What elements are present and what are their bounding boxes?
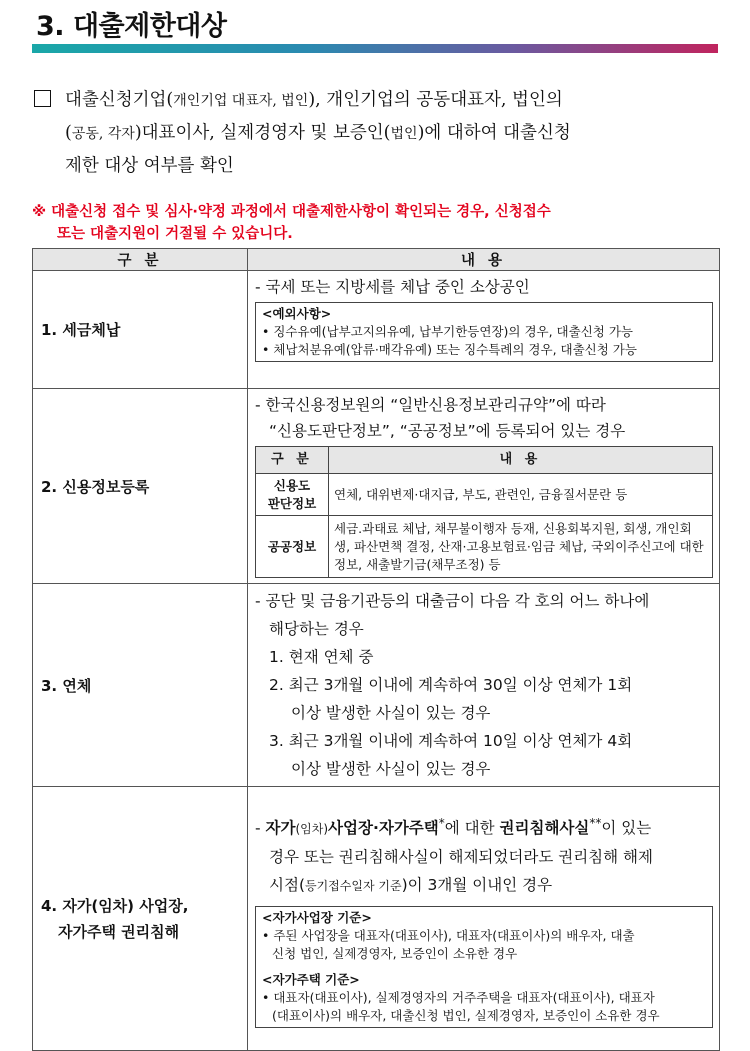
- sub-key-public-info: 공공정보: [256, 516, 329, 578]
- intro-line-3: 제한 대상 여부를 확인: [65, 156, 234, 176]
- table-header-row: [33, 249, 720, 271]
- sub-value-public-info: 세금.과태료 체납, 채무불이행자 등재, 신용회복지원, 회생, 개인회생, 파산면책 결정, 산재·고용보험료·임금 체납, 국외이주신고에 대한 정보, 새출발기금(채무조정) 등: [329, 516, 713, 578]
- category-tax: 1. 세금체납: [33, 271, 248, 389]
- content-tax: - 국세 또는 지방세를 체납 중인 소상공인 <예외사항> • 징수유예(납부고지의유예, 납부기한등연장)의 경우, 대출신청 가능 • 체납처분유예(압류·매각유예) 또는 징수특례의 경우, 대출신청 가능: [248, 271, 720, 389]
- intro-line-2: (공동, 각자)대표이사, 실제경영자 및 보증인(법인)에 대하여 대출신청: [65, 123, 571, 143]
- sub-header-content: 내 용: [329, 447, 713, 474]
- intro-paragraph: [34, 84, 724, 182]
- category-overdue: 3. 연체: [33, 584, 248, 787]
- table-row-tax: [33, 271, 720, 389]
- table-row-overdue: [33, 584, 720, 787]
- credit-info-subtable: [255, 446, 713, 578]
- loan-restriction-table: [32, 248, 720, 1051]
- warning-notice: [32, 201, 732, 245]
- table-row-credit: [33, 389, 720, 584]
- content-overdue: - 공단 및 금융기관등의 대출금이 다음 각 호의 어느 하나에 해당하는 경우 1. 현재 연체 중 2. 최근 3개월 이내에 계속하여 30일 이상 연체가 1회 이상 발생한 사실이 있는 경우 3. 최근 3개월 이내에 계속하여 10일 이상 연체가 4회 이상 발생한 사실이 있는 경우: [248, 584, 720, 787]
- checkbox-square-icon: [34, 90, 51, 107]
- header-content: 내 용: [248, 249, 720, 271]
- warning-line-2: 또는 대출지원이 거절될 수 있습니다.: [57, 226, 293, 242]
- title-underline: [32, 44, 718, 53]
- category-rights: 4. 자가(임차) 사업장, 자가주택 권리침해: [33, 787, 248, 1051]
- header-category: 구 분: [33, 249, 248, 271]
- exception-box: <예외사항> • 징수유예(납부고지의유예, 납부기한등연장)의 경우, 대출신청 가능 • 체납처분유예(압류·매각유예) 또는 징수특례의 경우, 대출신청 가능: [255, 302, 713, 362]
- table-row-rights: [33, 787, 720, 1051]
- ownership-criteria-box: <자가사업장 기준> • 주된 사업장을 대표자(대표이사), 대표자(대표이사)의 배우자, 대출 신청 법인, 실제경영자, 보증인이 소유한 경우 <자가주택 기준> • 대표자(대표이사), 실제경영자의 거주주택을 대표자(대표이사), 대표자 (대표이사)의 배우자, 대출신청 법인, 실제경영자, 보증인이 소유한 경우: [255, 906, 713, 1028]
- category-credit: 2. 신용정보등록: [33, 389, 248, 584]
- sub-value-credit-judgment: 연체, 대위변제·대지급, 부도, 관련인, 금융질서문란 등: [329, 474, 713, 516]
- warning-line-1: ※ 대출신청 접수 및 심사·약정 과정에서 대출제한사항이 확인되는 경우, 신청접수: [32, 204, 551, 220]
- content-rights: - 자가(임차)사업장·자가주택*에 대한 권리침해사실**이 있는 경우 또는 권리침해사실이 해제되었더라도 권리침해 해제 시점(등기접수일자 기준)이 3개월 이내인 경우 <자가사업장 기준> • 주된 사업장을 대표자(대표이사), 대표자(대표이사)의 배우자, 대출 신청 법인, 실제경영자, 보증인이 소유한 경우 <자가주택 기준> • 대표자(대표이사), 실제경영자의 거주주택을 대표자(대표이사), 대표자 (대표이사)의 배우자, 대출신청 법인, 실제경영자, 보증인이 소유한 경우: [248, 787, 720, 1051]
- page-title: 3. 대출제한대상: [36, 11, 227, 42]
- intro-line-1: 대출신청기업(개인기업 대표자, 법인), 개인기업의 공동대표자, 법인의: [34, 90, 563, 110]
- sub-key-credit-judgment: 신용도 판단정보: [256, 474, 329, 516]
- sub-header-category: 구 분: [256, 447, 329, 474]
- content-credit: - 한국신용정보원의 “일반신용정보관리규약”에 따라 “신용도판단정보”, “공공정보”에 등록되어 있는 경우 구 분 내 용 신용도 판단정보 연체, 대위변제·대지급, 부도, 관련인, 금융질서문란 등 공공정보 세금.과태료 체납, 채무불이행자 등재, 신용회복지원, 회생, 개인회생, 파산면책 결정, 산재·고용보험료·임금 체납, 국외이주신고에 대한 정보, 새출발기금(채무조정) 등: [248, 389, 720, 584]
